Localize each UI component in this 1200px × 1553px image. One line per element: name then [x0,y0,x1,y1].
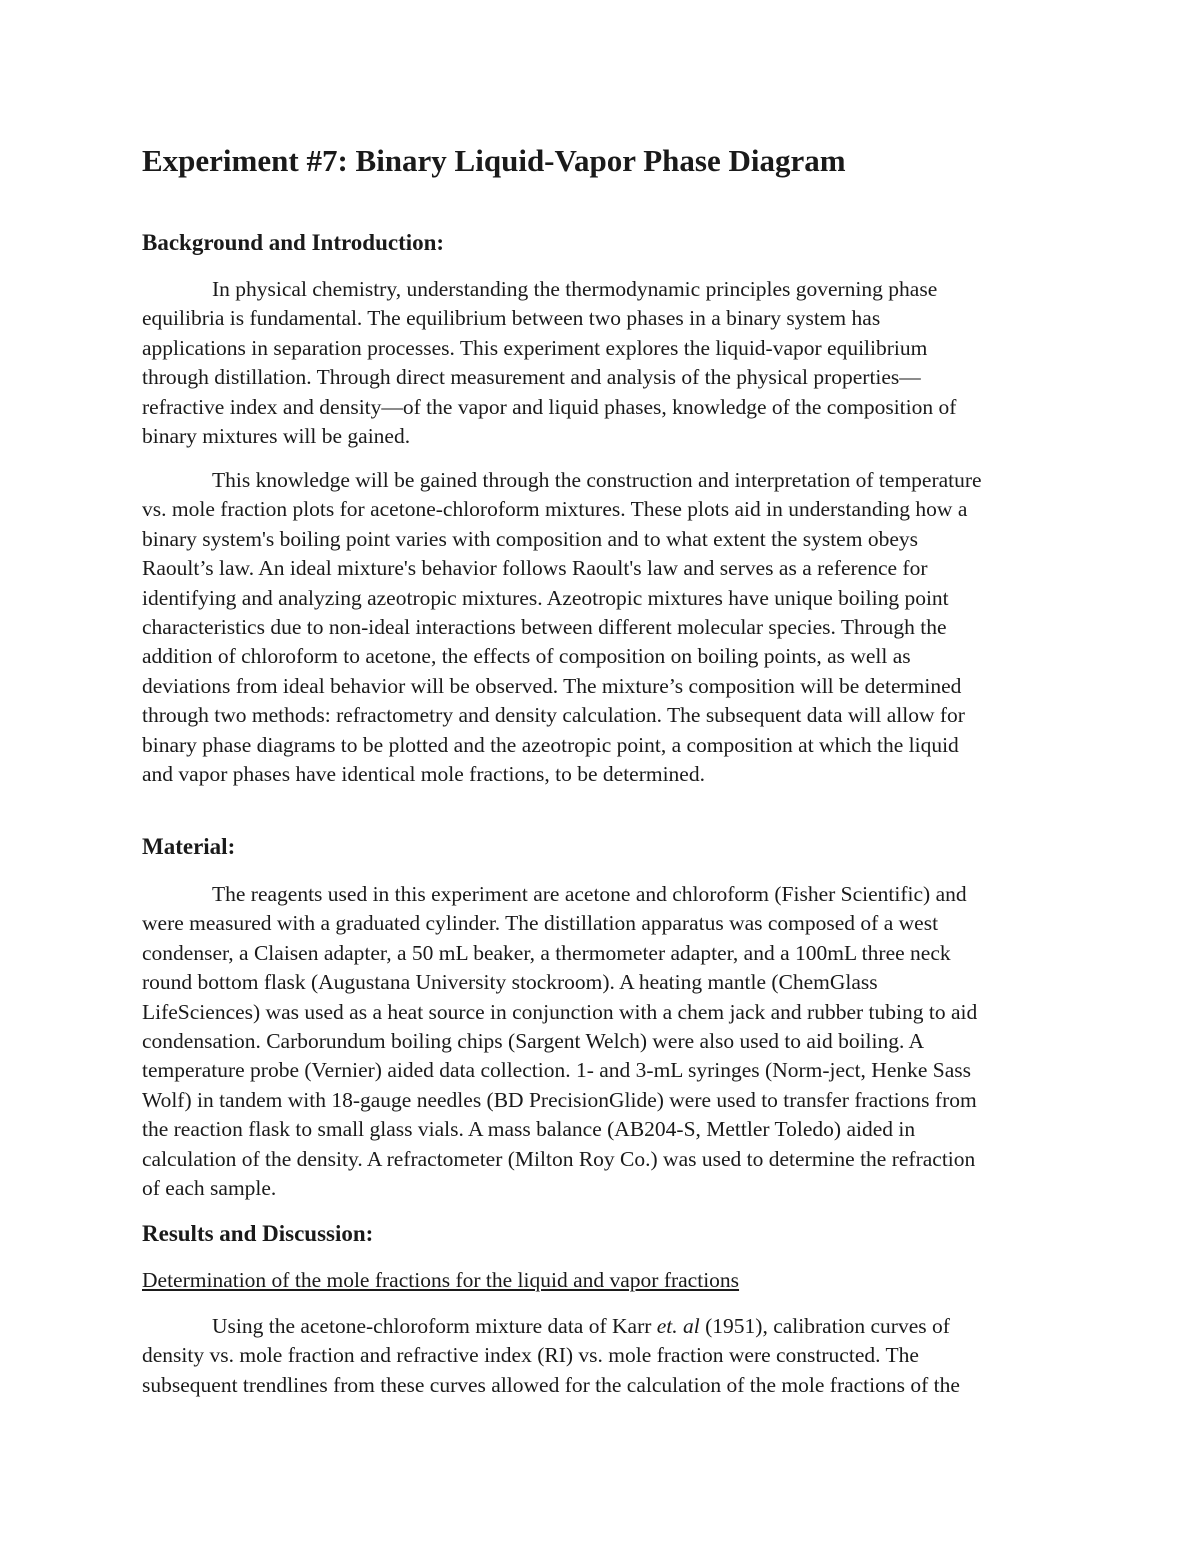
text-line: equilibria is fundamental. The equilibrium between two phases in a binary system has [142,306,881,331]
text-line: The reagents used in this experiment are acetone and chloroform (Fisher Scientific) and [212,882,967,906]
text-line: refractive index and density—of the vapor and liquid phases, knowledge of the composition of [142,394,957,419]
results-paragraph-1 [142,1312,1058,1400]
text-line: In physical chemistry, understanding the thermodynamic principles governing phase [212,277,938,301]
text-line: calculation of the density. A refractometer (Milton Roy Co.) was used to determine the refraction [142,1146,976,1171]
text-line: binary phase diagrams to be plotted and the azeotropic point, a composition at which the liquid [142,732,959,757]
page-title: Experiment #7: Binary Liquid-Vapor Phase Diagram [142,143,846,178]
background-paragraph-1 [142,275,1058,451]
text-run: (1951), calibration curves of [699,1314,950,1338]
background-heading: Background and Introduction: [142,230,445,255]
text-line: condensation. Carborundum boiling chips (Sargent Welch) were also used to aid boiling. A [142,1029,925,1054]
material-heading: Material: [142,834,236,859]
results-heading: Results and Discussion: [142,1221,374,1246]
text-line: deviations from ideal behavior will be observed. The mixture’s composition will be determined [142,673,962,698]
results-subheading: Determination of the mole fractions for the liquid and vapor fractions [142,1268,740,1292]
background-paragraph-2 [142,466,1058,789]
text-line: temperature probe (Vernier) aided data collection. 1- and 3-mL syringes (Norm-ject, Henke Sass [142,1058,972,1083]
text-line: and vapor phases have identical mole fractions, to be determined. [142,762,705,787]
text-line: round bottom flask (Augustana University stockroom). A heating mantle (ChemGlass [142,970,878,995]
text-line: subsequent trendlines from these curves allowed for the calculation of the mole fractions of the [142,1372,960,1397]
text-line: Raoult’s law. An ideal mixture's behavior follows Raoult's law and serves as a reference for [142,556,928,581]
material-paragraph-1 [142,880,1058,1203]
text-line: through distillation. Through direct measurement and analysis of the physical properties— [142,365,921,390]
text-line: were measured with a graduated cylinder. The distillation apparatus was composed of a west [142,911,939,936]
text-line: through two methods: refractometry and density calculation. The subsequent data will allow for [142,703,965,728]
text-line: density vs. mole fraction and refractive index (RI) vs. mole fraction were constructed. The [142,1343,919,1368]
text-line: the reaction flask to small glass vials. A mass balance (AB204-S, Mettler Toledo) aided in [142,1117,916,1142]
text-line: Wolf) in tandem with 18-gauge needles (BD PrecisionGlide) were used to transfer fractions from [142,1087,977,1112]
text-line: binary mixtures will be gained. [142,424,411,449]
text-run: Using the acetone-chloroform mixture data of Karr [212,1314,657,1338]
text-line [142,1312,1058,1341]
text-line: vs. mole fraction plots for acetone-chloroform mixtures. These plots aid in understanding how a [142,497,968,522]
text-line: condenser, a Claisen adapter, a 50 mL beaker, a thermometer adapter, and a 100mL three neck [142,940,951,965]
text-line: identifying and analyzing azeotropic mixtures. Azeotropic mixtures have unique boiling point [142,585,949,610]
text-line: binary system's boiling point varies with composition and to what extent the system obeys [142,526,918,551]
text-line: This knowledge will be gained through the construction and interpretation of temperature [212,468,982,492]
text-line: addition of chloroform to acetone, the effects of composition on boiling points, as well as [142,644,911,669]
text-line: LifeSciences) was used as a heat source in conjunction with a chem jack and rubber tubing to aid [142,999,978,1024]
italic-citation: et. al [656,1314,700,1338]
text-line: characteristics due to non-ideal interactions between different molecular species. Through the [142,615,947,640]
text-line: applications in separation processes. This experiment explores the liquid-vapor equilibrium [142,335,928,360]
text-line: of each sample. [142,1176,277,1201]
